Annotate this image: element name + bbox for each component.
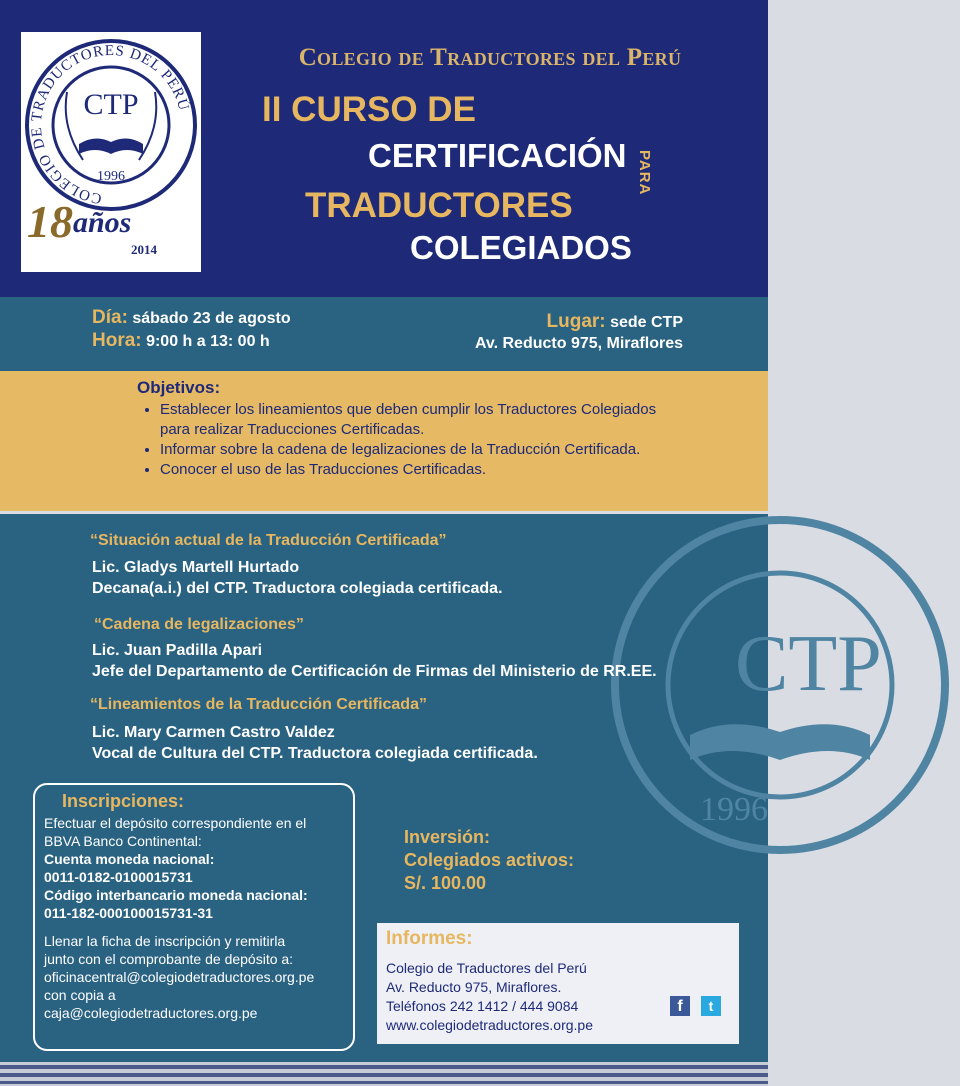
- registration-text: [44, 814, 349, 1022]
- registration-email[interactable]: oficinacentral@colegiodetraductores.org.pe: [44, 969, 315, 985]
- dia-value: sábado 23 de agosto: [132, 310, 291, 327]
- objectives-list: [130, 400, 670, 480]
- logo-monogram: CTP: [83, 88, 139, 121]
- logo-ring-text: COLEGIO DE TRADUCTORES DEL PERÚ: [28, 42, 192, 207]
- informes-web[interactable]: www.colegiodetraductores.org.pe: [386, 1017, 594, 1033]
- title-line2: CERTIFICACIÓN: [368, 137, 627, 174]
- lugar-value: sede CTP: [610, 314, 683, 331]
- hora-label: Hora:: [92, 330, 142, 351]
- ctp-seal-icon: [21, 32, 201, 272]
- title-line4: COLEGIADOS: [410, 229, 632, 266]
- objective-item: • Informar sobre la cadena de legalizaciones de la Traducción Certificada.: [160, 440, 670, 460]
- lugar-row: [547, 311, 683, 333]
- title-line3: TRADUCTORES: [305, 186, 573, 225]
- registration-line: con copia a: [44, 987, 116, 1003]
- account-number: 0011-0182-0100015731: [44, 869, 193, 885]
- cci-number: 011-182-000100015731-31: [44, 905, 213, 921]
- session-speaker: Lic. Gladys Martell Hurtado: [92, 559, 300, 576]
- hora-row: [92, 330, 270, 352]
- logo-founded: 1996: [97, 169, 125, 184]
- investment-block: [404, 826, 574, 895]
- session-title: “Cadena de legalizaciones”: [94, 616, 304, 633]
- informes-address: Av. Reducto 975, Miraflores.: [386, 979, 562, 995]
- objectives-title: Objetivos:: [137, 378, 221, 397]
- facebook-icon[interactable]: f: [670, 996, 690, 1016]
- account-label: Cuenta moneda nacional:: [44, 851, 215, 867]
- session-role: Vocal de Cultura del CTP. Traductora colegiada certificada.: [92, 745, 538, 762]
- informes-org: Colegio de Traductores del Perú: [386, 960, 587, 976]
- dia-label: Día:: [92, 307, 128, 328]
- logo-anniversary-number: 18: [27, 196, 73, 247]
- title-line1: II CURSO DE: [262, 90, 476, 129]
- session-speaker: Lic. Juan Padilla Apari: [92, 642, 263, 659]
- session-speaker: Lic. Mary Carmen Castro Valdez: [92, 724, 335, 741]
- investment-price: S/. 100.00: [404, 873, 487, 893]
- lugar-label: Lugar:: [546, 311, 606, 332]
- registration-line: BBVA Banco Continental:: [44, 833, 202, 849]
- informes-text: [386, 959, 593, 1035]
- objective-item: • Establecer los lineamientos que deben cumplir los Traductores Colegiados para realizar Traducciones Certificadas.: [160, 400, 670, 440]
- session-title: “Lineamientos de la Traducción Certificada”: [90, 696, 427, 713]
- registration-line: junto con el comprobante de depósito a:: [44, 951, 294, 967]
- informes-phones: Teléfonos 242 1412 / 444 9084: [386, 998, 579, 1014]
- dia-row: [92, 307, 291, 329]
- ctp-logo: [21, 32, 201, 272]
- registration-line: Efectuar el depósito correspondiente en el: [44, 815, 307, 831]
- watermark-monogram: CTP: [735, 620, 882, 708]
- registration-line: Llenar la ficha de inscripción y remitirla: [44, 933, 286, 949]
- informes-title: Informes:: [386, 928, 473, 949]
- cci-label: Código interbancario moneda nacional:: [44, 887, 308, 903]
- session-role: Decana(a.i.) del CTP. Traductora colegiada certificada.: [92, 580, 503, 597]
- session-role: Jefe del Departamento de Certificación de Firmas del Ministerio de RR.EE.: [92, 663, 657, 680]
- title-para: PARA: [636, 150, 653, 196]
- lugar-address: Av. Reducto 975, Miraflores: [474, 335, 683, 352]
- objective-item: • Conocer el uso de las Traducciones Certificadas.: [160, 460, 670, 480]
- seal-watermark-icon: [600, 520, 960, 850]
- investment-category: Colegiados activos:: [404, 850, 575, 870]
- watermark-founded: 1996: [700, 791, 768, 828]
- session-title: “Situación actual de la Traducción Certificada”: [90, 532, 447, 549]
- org-name: Colegio de Traductores del Perú: [298, 44, 682, 71]
- twitter-icon[interactable]: t: [701, 996, 721, 1016]
- logo-anniversary-word: años: [73, 206, 132, 239]
- hora-value: 9:00 h a 13: 00 h: [146, 333, 270, 350]
- bottom-stripes: [0, 1062, 768, 1086]
- registration-title: Inscripciones:: [62, 791, 185, 811]
- registration-email[interactable]: caja@colegiodetraductores.org.pe: [44, 1005, 258, 1021]
- logo-year: 2014: [131, 242, 157, 257]
- investment-label: Inversión:: [404, 827, 491, 847]
